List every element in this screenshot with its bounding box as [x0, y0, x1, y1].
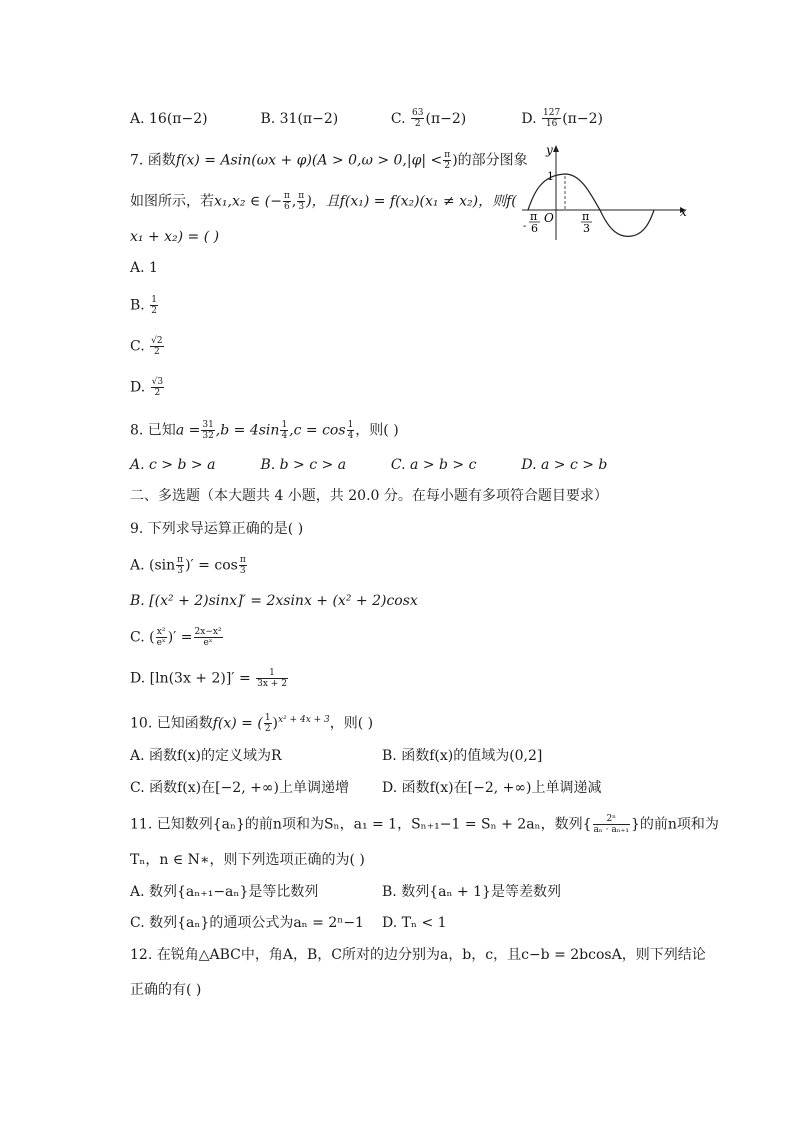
q11-option-c: C. 数列{aₙ}的通项公式为aₙ = 2ⁿ−1: [130, 915, 364, 931]
q10-option-c: C. 函数f(x)在[−2, +∞)上单调递增: [130, 780, 349, 796]
graph-right-tick-den: 3: [583, 222, 590, 235]
q11-option-a: A. 数列{aₙ₊₁−aₙ}是等比数列: [130, 884, 319, 900]
q11-stem-line1: 11. 已知数列{aₙ}的前n项和为Sₙ，a₁ = 1，Sₙ₊₁−1 = Sₙ + 2aₙ，数列{ $\frac{\text{2ⁿ}}{\text{aₙ · aₙ₊₁}}$ }的前n项和为: [130, 814, 719, 835]
q12-stem-line1: 12. 在锐角△ABC中，角A，B，C所对的边分别为a，b，c，且c−b = 2bcosA，则下列结论: [130, 947, 706, 963]
q7-stem-line1: 7. 函数f(x) = Asin(ωx + φ)(A > 0,ω > 0,|φ| < $\frac{\pi}{2}$ )的部分图象: [130, 150, 528, 171]
q7-option-d: D. $\frac{√3}{2}$: [130, 377, 164, 398]
q8-options: [130, 455, 607, 475]
graph-left-sign: -: [523, 221, 527, 232]
q6-option-b: B. 31(π−2): [260, 110, 339, 127]
q7-option-a: A. 1: [130, 260, 158, 276]
q9-option-d: D. [ln(3x + 2)]′ = $\frac{1}{3x + 2}$: [130, 668, 287, 689]
q8-option-c: C. a > b > c: [390, 457, 477, 473]
q9-option-b: B. [(x² + 2)sinx]′ = 2xsinx + (x² + 2)cosx: [130, 593, 418, 609]
q8-option-d: D. a > c > b: [521, 457, 608, 473]
q9-option-c: C. ( $\frac{\text{x²}}{\text{eˣ}}$ )′ = $\frac{\text{2x−x²}}{\text{eˣ}}$: [130, 627, 222, 648]
q8-stem: 8. 已知a = $\frac{31}{32}$ ,b = 4sin $\frac{1}{4}$ ,c = cos $\frac{1}{4}$ ，则( ): [130, 420, 399, 441]
graph-x-label: x: [680, 205, 687, 219]
q11-option-d: D. Tₙ < 1: [382, 915, 447, 931]
q7-stem-line2: 如图所示，若x₁,x₂ ∈ (− $\frac{\pi}{6}$ , $\frac{\pi}{3}$ )，且f(x₁) = f(x₂)(x₁ ≠ x₂)，则f(: [130, 191, 517, 212]
q10-option-a: A. 函数f(x)的定义域为R: [130, 748, 282, 764]
q7-sine-graph: [520, 142, 690, 242]
q7-option-c: C. $\frac{√2}{2}$: [130, 336, 163, 357]
q11-stem-line2: Tₙ，n ∈ N∗，则下列选项正确的为( ): [130, 852, 365, 868]
graph-left-tick-den: 6: [531, 222, 538, 235]
q7-stem-line3: x₁ + x₂) = ( ): [130, 229, 220, 245]
q9-option-a: A. (sin $\frac{\pi}{3}$ )′ = cos $\frac{\pi}{3}$: [130, 555, 246, 576]
q11-option-b: B. 数列{aₙ + 1}是等差数列: [382, 884, 561, 900]
q8-option-a: A. c > b > a: [130, 457, 216, 473]
q12-stem-line2: 正确的有( ): [130, 982, 202, 998]
graph-y-label: y: [546, 143, 553, 157]
graph-right-tick-num: π: [582, 210, 590, 223]
q6-option-a: A. 16(π−2): [130, 110, 208, 127]
q10-option-d: D. 函数f(x)在[−2, +∞)上单调递减: [382, 780, 602, 796]
q6-option-d: D. $\frac{127}{16}$ (π−2): [521, 108, 603, 129]
section-2-heading: 二、多选题（本大题共 4 小题，共 20.0 分。在每小题有多项符合题目要求）: [130, 488, 608, 504]
q10-option-b: B. 函数f(x)的值域为(0,2]: [382, 748, 543, 764]
q10-stem: 10. 已知函数f(x) = ( $\frac{1}{2}$ )$^{x^2 + 4x + 3}$，则( ): [130, 713, 374, 735]
graph-origin-label: O: [544, 211, 554, 225]
q6-option-c: C. $\frac{63}{2}$ (π−2): [390, 108, 467, 129]
graph-left-tick-num: π: [530, 210, 538, 223]
q8-option-b: B. b > c > a: [260, 457, 347, 473]
q6-options: [130, 108, 603, 129]
q7-option-b: B. $\frac{1}{2}$: [130, 295, 157, 316]
q9-stem: 9. 下列求导运算正确的是( ): [130, 521, 304, 537]
graph-max-label: 1: [547, 170, 554, 183]
